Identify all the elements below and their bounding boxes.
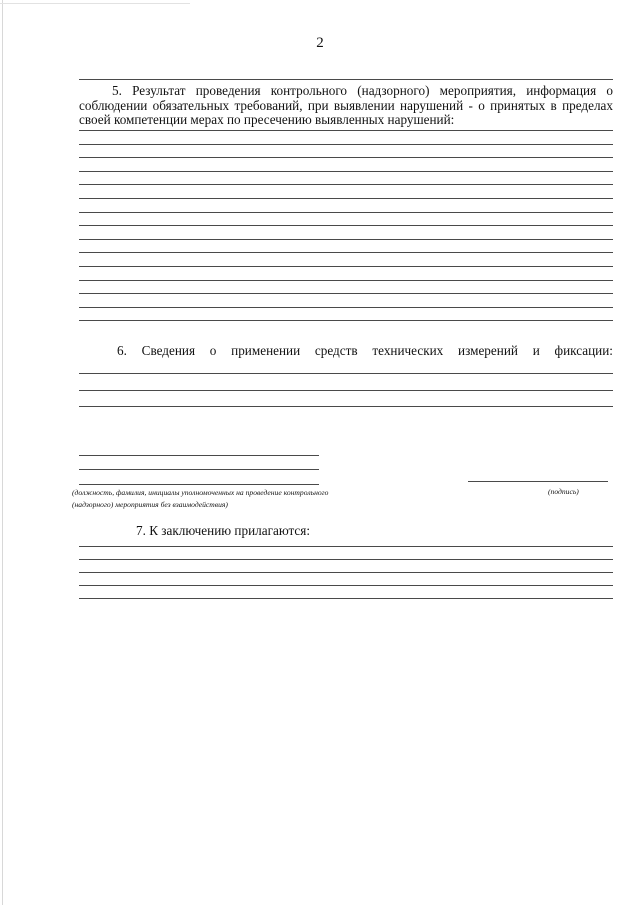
section-5-fill-line xyxy=(79,239,613,240)
scan-edge-top xyxy=(0,3,190,4)
section-6-word: фиксации: xyxy=(554,343,613,358)
section-5-fill-line xyxy=(79,212,613,213)
signature-line xyxy=(468,481,608,482)
section-5-fill-line xyxy=(79,280,613,281)
official-line xyxy=(79,469,319,470)
section-5-fill-line xyxy=(79,293,613,294)
section-5-body: 5. Результат проведения контрольного (надзорного) мероприятия, информация о соблюдении обязательных требований, при выявлении нарушений - о принятых в пределах своей компетенции мерах по пресечению выявленных нарушений: xyxy=(79,83,613,127)
section-6-heading xyxy=(79,343,613,358)
section-5-fill-line xyxy=(79,320,613,321)
official-caption: (должность, фамилия, инициалы уполномоченных на проведение контрольного (надзорного) мероприятия без взаимодействия) xyxy=(72,488,329,509)
signature-caption: (подпись) xyxy=(548,487,579,496)
section-6-word: 6. xyxy=(117,343,127,358)
section-7-heading: 7. К заключению прилагаются: xyxy=(136,523,311,538)
section-5-fill-line xyxy=(79,171,613,172)
section-6-word: о xyxy=(209,343,217,358)
section-6-word: технических xyxy=(372,343,444,358)
section-5-fill-line xyxy=(79,307,613,308)
section-5-fill-line xyxy=(79,157,613,158)
section-5-fill-line xyxy=(79,144,613,145)
section-5-fill-line xyxy=(79,266,613,267)
scan-edge-left xyxy=(2,0,3,905)
section-6-word: средств xyxy=(314,343,358,358)
section-7-fill-line xyxy=(79,585,613,586)
section-6-word: и xyxy=(532,343,540,358)
section-7-fill-line xyxy=(79,546,613,547)
official-line xyxy=(79,455,319,456)
official-line xyxy=(79,484,319,485)
page-number: 2 xyxy=(316,35,324,51)
section-6-word: Сведения xyxy=(141,343,196,358)
section-5-fill-line xyxy=(79,184,613,185)
section-7-fill-line xyxy=(79,598,613,599)
section-7-fill-line xyxy=(79,572,613,573)
section-5-fill-line xyxy=(79,225,613,226)
section-6-word: применении xyxy=(231,343,301,358)
section-5-text xyxy=(79,84,613,128)
section-6-word: измерений xyxy=(458,343,518,358)
section-6-fill-line xyxy=(79,406,613,407)
section-7-fill-line xyxy=(79,559,613,560)
section-5-fill-line xyxy=(79,130,613,131)
section-6-fill-line xyxy=(79,373,613,374)
section-5-fill-line xyxy=(79,198,613,199)
section-6-fill-line xyxy=(79,390,613,391)
section-5-fill-line xyxy=(79,252,613,253)
rule-line xyxy=(79,79,613,80)
